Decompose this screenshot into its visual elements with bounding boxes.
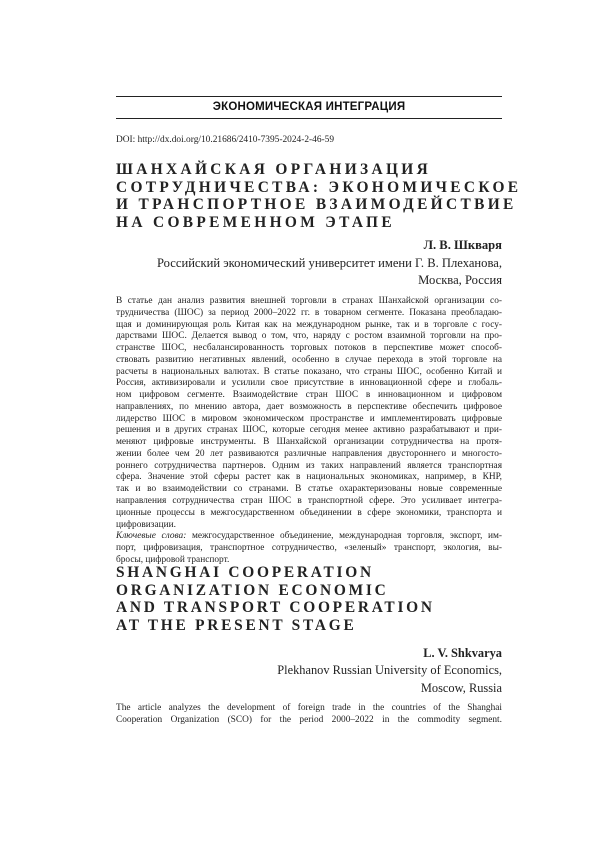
rubric-heading: ЭКОНОМИЧЕСКАЯ ИНТЕГРАЦИЯ xyxy=(212,101,406,113)
abstract-line: ствовать развитию негативных явлений, особенно в случае перехода в этой торговле на xyxy=(116,354,502,365)
abstract-line: В статье дан анализ развития внешней торговли в странах Шанхайской организации со- xyxy=(116,296,502,306)
affiliation-en-line: Plekhanov Russian University of Economics, xyxy=(277,663,502,677)
abstract-en-line: Cooperation Organization (SCO) for the period 2000–2022 in the commodity segment. xyxy=(116,715,502,726)
abstract-line: решения и в других странах ШОС, которые сегодня менее активно разрабатывают и при- xyxy=(116,425,502,436)
keywords-line: порт, цифровизация, транспортное сотрудничество, «зеленый» транспорт, экология, вы- xyxy=(116,543,502,554)
affiliation-en-line: Moscow, Russia xyxy=(420,680,502,695)
title-en-line: ORGANIZATION ECONOMIC xyxy=(116,581,389,599)
title-en-line: AND TRANSPORT COOPERATION xyxy=(116,599,435,617)
abstract-line: роннего сотрудничества партнеров. Одним из таких направлений является транспортная xyxy=(116,460,502,471)
title-ru-line: НА СОВРЕМЕННОМ ЭТАПЕ xyxy=(116,213,395,231)
keywords-line: бросы, цифровой транспорт. xyxy=(116,554,230,565)
abstract-line: трудничества (ШОС) за период 2000–2022 гг. в товарном сегменте. Показана преобладаю- xyxy=(116,307,502,318)
title-en-line: AT THE PRESENT STAGE xyxy=(116,616,357,634)
abstract-line: странстве ШОС, несбалансированность торговых потоков в перспективе может способ- xyxy=(116,343,502,354)
abstract-line: сфера. Значение этой сферы растет как в национальных экономиках, например, в КНР, xyxy=(116,472,502,483)
keywords-line xyxy=(116,531,502,543)
title-ru xyxy=(116,161,522,231)
abstract-en-line: The article analyzes the development of foreign trade in the countries of the Shanghai xyxy=(116,703,502,713)
abstract-line: ном цифровом сегменте. Взаимодействие стран ШОС в инновационном и цифровом xyxy=(116,390,502,401)
rubric-rule-bottom xyxy=(116,118,502,119)
abstract-en xyxy=(116,702,502,726)
abstract-line: лидерство ШОС в мировом экономическом пространстве и имплементировать цифровые xyxy=(116,413,502,424)
title-ru-line: СОТРУДНИЧЕСТВА: ЭКОНОМИЧЕСКОЕ xyxy=(116,178,522,196)
abstract-ru xyxy=(116,296,502,567)
abstract-line: жении более чем 20 лет развиваются различные направления двустороннего и многосто- xyxy=(116,448,502,459)
keywords-label: Ключевые слова: xyxy=(116,531,187,542)
affiliation-ru-line: Российский экономический университет имени Г. В. Плеханова, xyxy=(156,256,502,270)
affiliation-ru-line: Москва, Россия xyxy=(418,273,502,288)
affiliation-en xyxy=(277,662,502,697)
abstract-line: Россия, активизировали и усилили свое присутствие в инновационной сфере и глобаль- xyxy=(116,378,502,389)
title-en xyxy=(116,564,516,634)
title-ru-line: ШАНХАЙСКАЯ ОРГАНИЗАЦИЯ xyxy=(116,161,432,178)
author-en: L. V. Shkvarya xyxy=(423,646,502,660)
title-ru-line: И ТРАНСПОРТНОЕ ВЗАИМОДЕЙСТВИЕ xyxy=(116,196,517,214)
rubric-rule-top xyxy=(116,96,502,97)
abstract-line: ционные процессы в межгосударственном объединении в сфере экономики, транспорта и xyxy=(116,507,502,518)
affiliation-ru xyxy=(157,255,502,290)
doi-link[interactable]: DOI: http://dx.doi.org/10.21686/2410-7395-2024-2-46-59 xyxy=(116,135,335,145)
abstract-line: так и во взаимодействии со странами. В статье охарактеризованы новые современные xyxy=(116,484,502,495)
abstract-line: цифровизации. xyxy=(116,519,176,530)
abstract-line: расчеты в национальных валютах. В статье показано, что страны ШОС, особенно Китай и xyxy=(116,366,502,377)
abstract-line: направления сотрудничества стран ШОС в транспортной сфере. Это усиливает интегра- xyxy=(116,496,502,507)
title-en-line: SHANGHAI COOPERATION xyxy=(116,564,374,581)
abstract-line: щая и доминирующая роль Китая как на международном рынке, так и в торговле с госу- xyxy=(116,319,502,330)
keywords-text: межгосударственное объединение, международная торговля, экспорт, им- xyxy=(186,531,502,542)
abstract-line: дарствами ШОС. Делается вывод о том, что, наряду с ростом взаимной торговли на про- xyxy=(116,331,502,342)
abstract-line: направлениях, по мнению автора, дает возможность в перспективе обеспечить цифровое xyxy=(116,401,502,412)
author-ru: Л. В. Шкваря xyxy=(423,238,502,252)
abstract-line: меняют цифровые инструменты. В Шанхайской организации сотрудничества на протя- xyxy=(116,437,502,448)
